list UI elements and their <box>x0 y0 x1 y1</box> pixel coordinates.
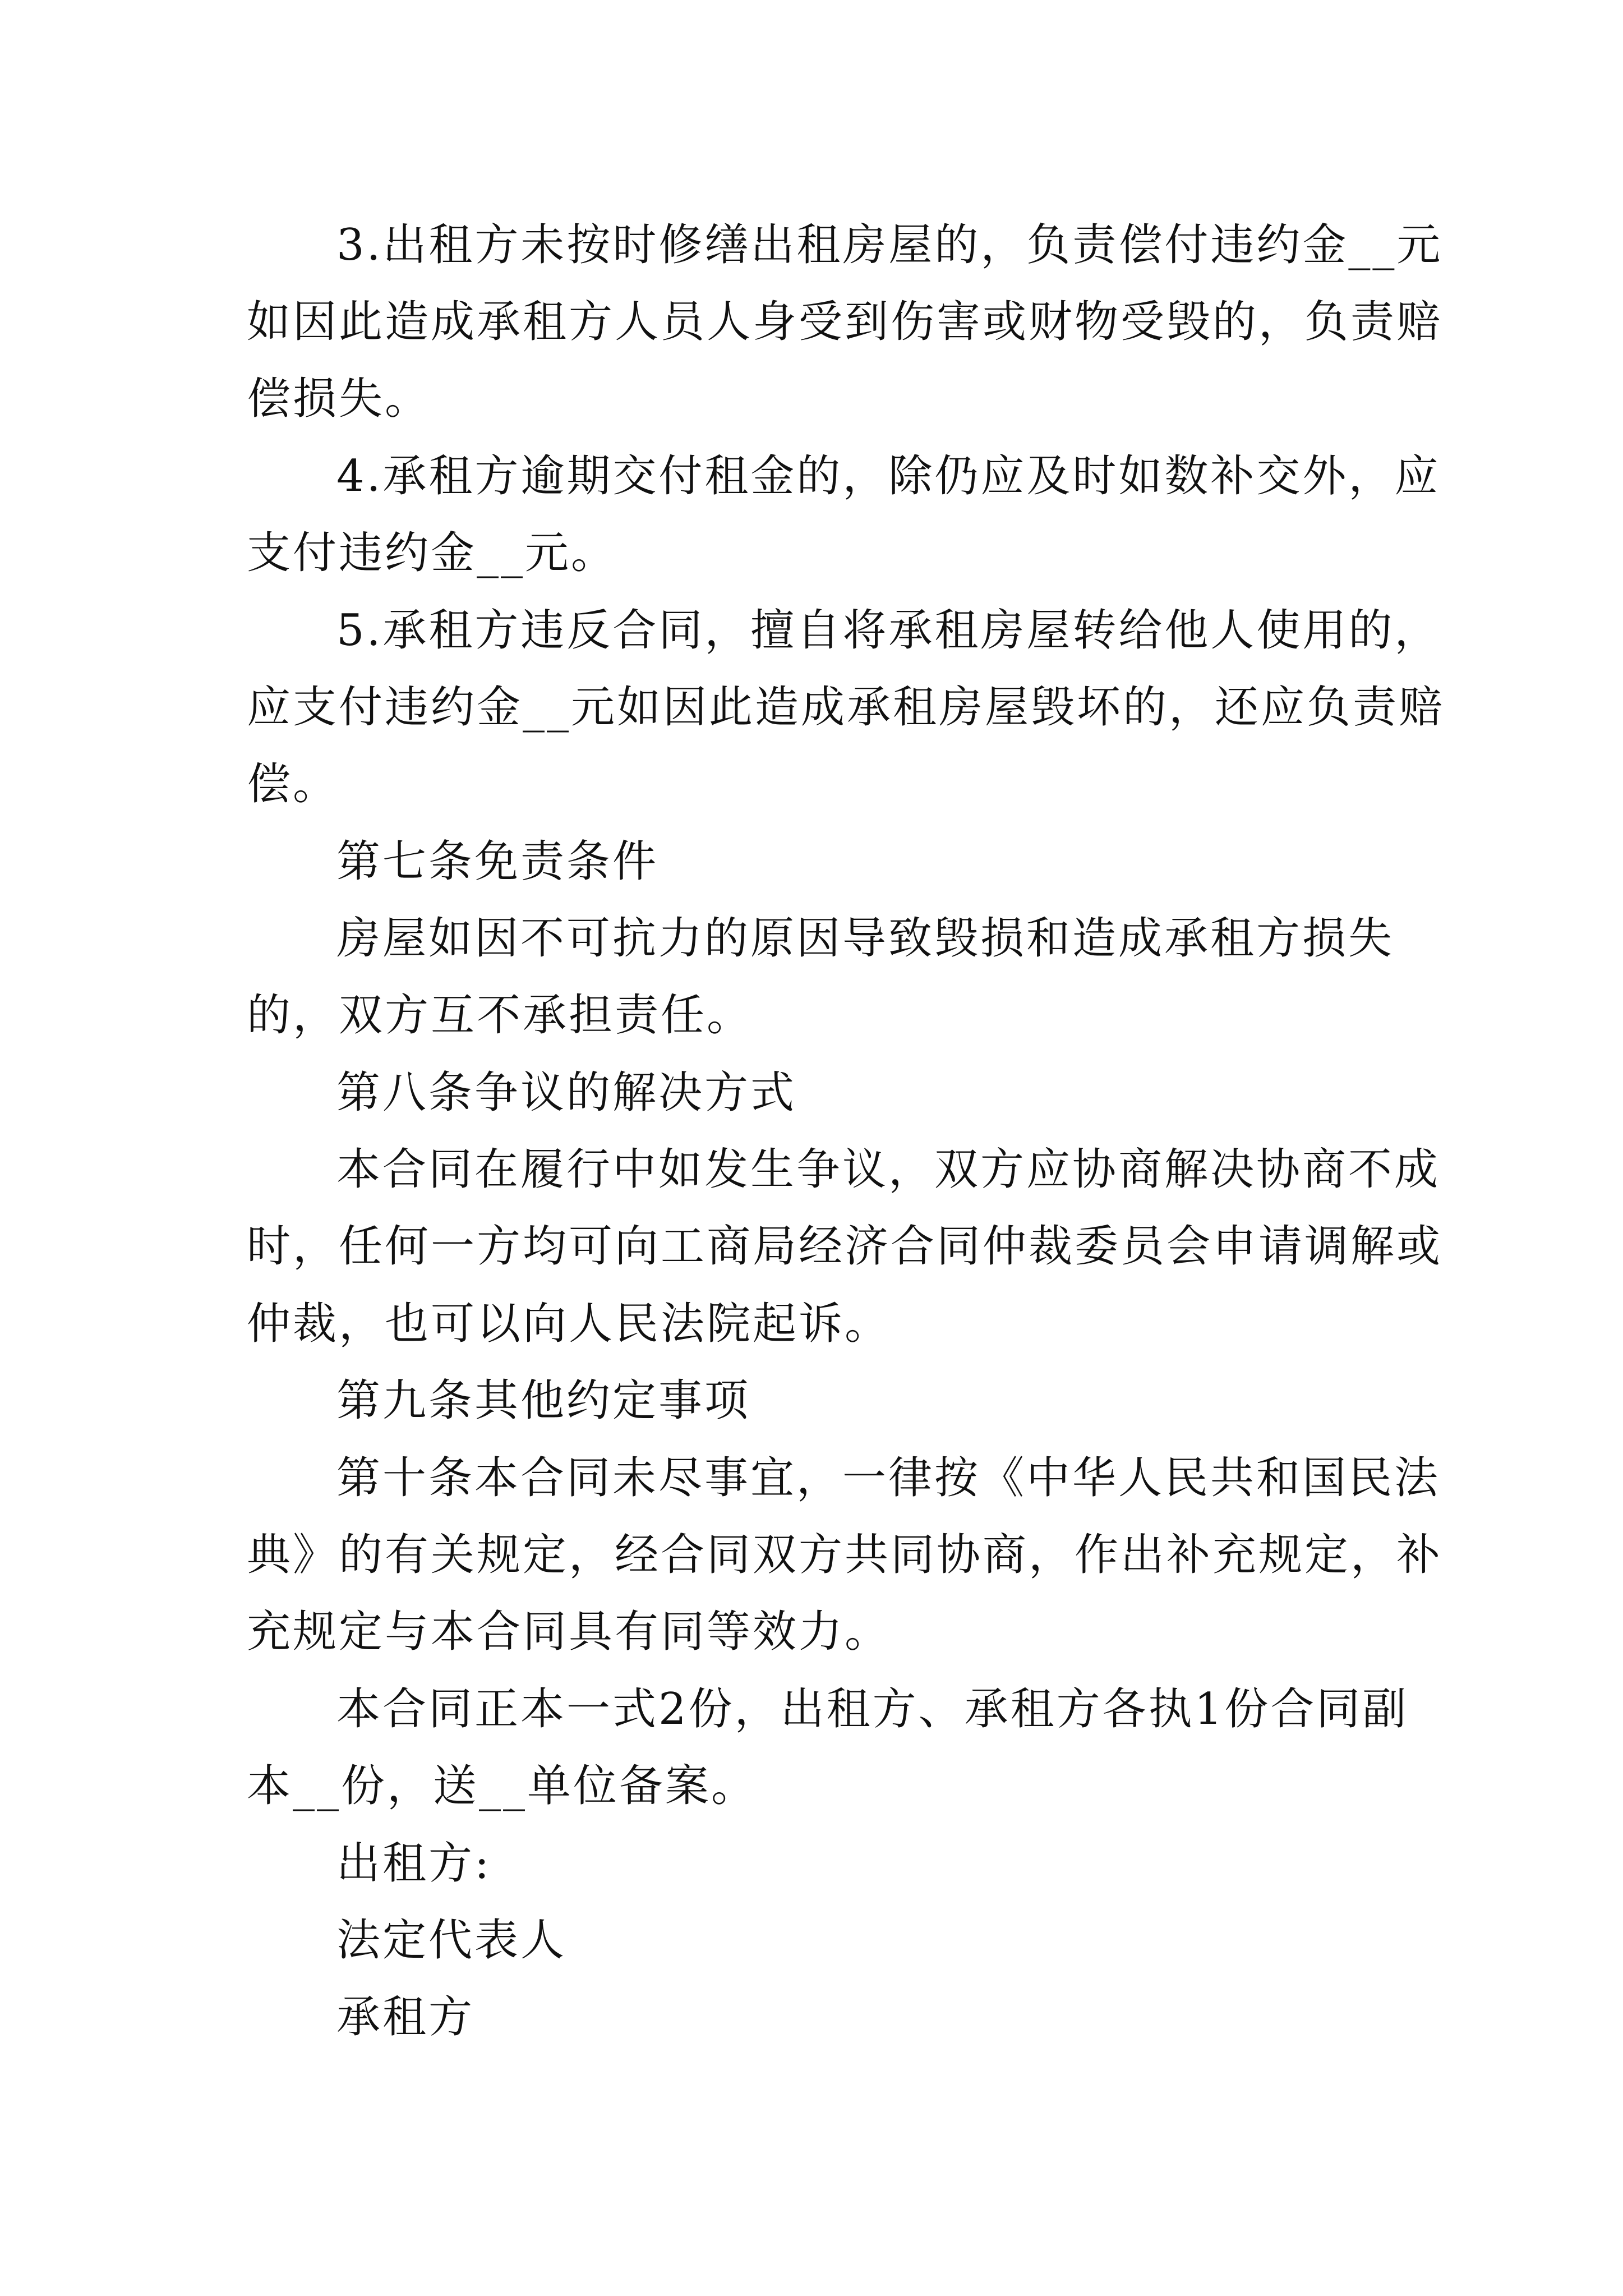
article-10-line-2: 典》的有关规定，经合同双方共同协商，作出补充规定，补 <box>247 1530 1443 1580</box>
clause-5-line-3: 偿。 <box>247 759 339 809</box>
legal-representative-label: 法定代表人 <box>336 1915 567 1966</box>
copies-line-1: 本合同正本一式2份，出租方、承租方各执1份合同副 <box>336 1684 1409 1734</box>
article-7-heading: 第七条免责条件 <box>336 836 659 887</box>
copies-line-2: 本__份，送__单位备案。 <box>247 1761 758 1811</box>
article-8-heading: 第八条争议的解决方式 <box>336 1068 797 1118</box>
clause-3-line-1: 3.出租方未按时修缮出租房屋的，负责偿付违约金__元 <box>336 220 1443 270</box>
clause-3-line-3: 偿损失。 <box>247 374 431 424</box>
clause-4-line-1: 4.承租方逾期交付租金的，除仍应及时如数补交外，应 <box>336 451 1441 501</box>
clause-5-line-1: 5.承租方违反合同，擅自将承租房屋转给他人使用的， <box>336 605 1441 656</box>
article-8-body-line-3: 仲裁，也可以向人民法院起诉。 <box>247 1299 891 1349</box>
article-8-body-line-2: 时，任何一方均可向工商局经济合同仲裁委员会申请调解或 <box>247 1221 1443 1272</box>
article-10-line-1: 第十条本合同未尽事宜，一律按《中华人民共和国民法 <box>336 1453 1441 1503</box>
lessee-signature-label: 承租方 <box>336 1992 475 2042</box>
clause-4-line-2: 支付违约金__元。 <box>247 528 617 578</box>
clause-3-line-2: 如因此造成承租方人员人身受到伤害或财物受毁的，负责赔 <box>247 297 1443 347</box>
article-7-body-line-1: 房屋如因不可抗力的原因导致毁损和造成承租方损失 <box>336 913 1395 964</box>
lessor-signature-label: 出租方: <box>336 1838 492 1889</box>
article-7-body-line-2: 的，双方互不承担责任。 <box>247 990 753 1041</box>
article-8-body-line-1: 本合同在履行中如发生争议，双方应协商解决协商不成 <box>336 1144 1441 1195</box>
article-9-heading: 第九条其他约定事项 <box>336 1375 751 1426</box>
article-10-line-3: 充规定与本合同具有同等效力。 <box>247 1607 891 1657</box>
clause-5-line-2: 应支付违约金__元如因此造成承租房屋毁坏的，还应负责赔 <box>247 682 1445 733</box>
